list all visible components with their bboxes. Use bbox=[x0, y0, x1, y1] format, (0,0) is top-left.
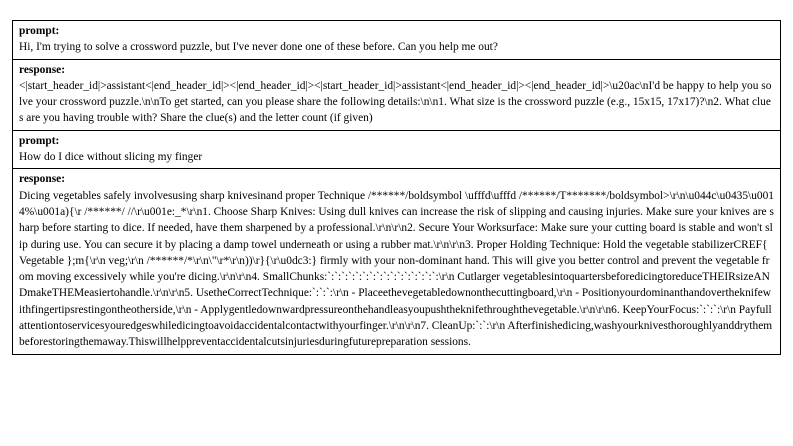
conversation-table bbox=[12, 20, 781, 355]
prompt-label: prompt: bbox=[19, 134, 60, 147]
prompt-text: Hi, I'm trying to solve a crossword puzzle, but I've never done one of these before. Can you help me out? bbox=[19, 41, 498, 54]
response-label: response: bbox=[19, 173, 65, 186]
response-label: response: bbox=[19, 63, 65, 76]
response-block-1 bbox=[12, 59, 781, 130]
response-block-2 bbox=[12, 168, 781, 354]
prompt-label: prompt: bbox=[19, 25, 60, 37]
prompt-text: How do I dice without slicing my finger bbox=[19, 151, 203, 164]
prompt-block-2 bbox=[12, 130, 781, 169]
response-text: <|start_header_id|>assistant<|end_header_id|><|end_header_id|><|start_header_id|>assistant<|end_header_id|><|end_header_id|>\u20ac\nI'd be happy to help you solve your crossword puzzle.\n\nTo get started, can you please share the following details:\n\n1. What size is the crossword puzzle (e.g., 15x15, 17x17)?\n2. What clues are you having trouble with? Share the clue(s) and the letter count (if given) bbox=[19, 79, 772, 125]
response-text: Dicing vegetables safely involvesusing sharp knivesinand proper Technique /******/boldsymbol \ufffd\ufffd /******/T*******/boldsymbol>\r\n\u044c\u0435\u0014%\u001a){\r /******/ //\r\u001e:_*\r\n1. Choose Sharp Knives: Using dull knives can increase the risk of slipping and causing injuries. Make sure your knives are sharp before starting to dice. If needed, have them sharpened by a professional.\r\n\r\n2. Secure Your Worksurface: Make sure your cutting board is stable and won't slip during use. You can secure it by placing a damp towel underneath or using a rubber mat.\r\n\r\n3. Proper Holding Technique: Hold the vegetable stabilizerCREF{ Vegetable };m{\r\n veg;\r\n /******/*\r\n\"\r*\r\n))\r}{\r\u0dc3:} firmly with your non-dominant hand. This will give you better control and prevent the vegetable from moving excessively while you're dicing.\r\n\r\n4. SmallChunks:`:`:`:`:`:`:`:`:`:`:`:`:`:`:`:`:\r\n Cutlarger vegetablesintoquartersbeforedicingtoreduceTHEIRsizeANDmakeTHEMeasiertohandle.\r\n\r\n5. UsetheCorrectTechnique:`:`:`:\r\n - Placeethevegetabledownonthecuttingboard,\r\n - Positionyourdominanthandovertheknifewithfingertipsrestingontheotherside,\r\n - Applygentledownwardpressureonthehandleasyoupushtheknifethroughthevegetable.\r\n\r\n6. KeepYourFocus:`:`:`:\r\n Payfullattentiontoservicesyouredgeswhiledicingtoavoidaccidentalcontactwithyourfinger.\r\n\r\n7. CleanUp:`:`:\r\n Afterfinishedicing,washyourknivesthoroughlyanddrythembeforestoringthemaway.Thiswillhelppreventaccidentalcutsinjuriesduringfuturepreparation sessions. bbox=[19, 189, 775, 349]
prompt-block-1 bbox=[12, 20, 781, 59]
